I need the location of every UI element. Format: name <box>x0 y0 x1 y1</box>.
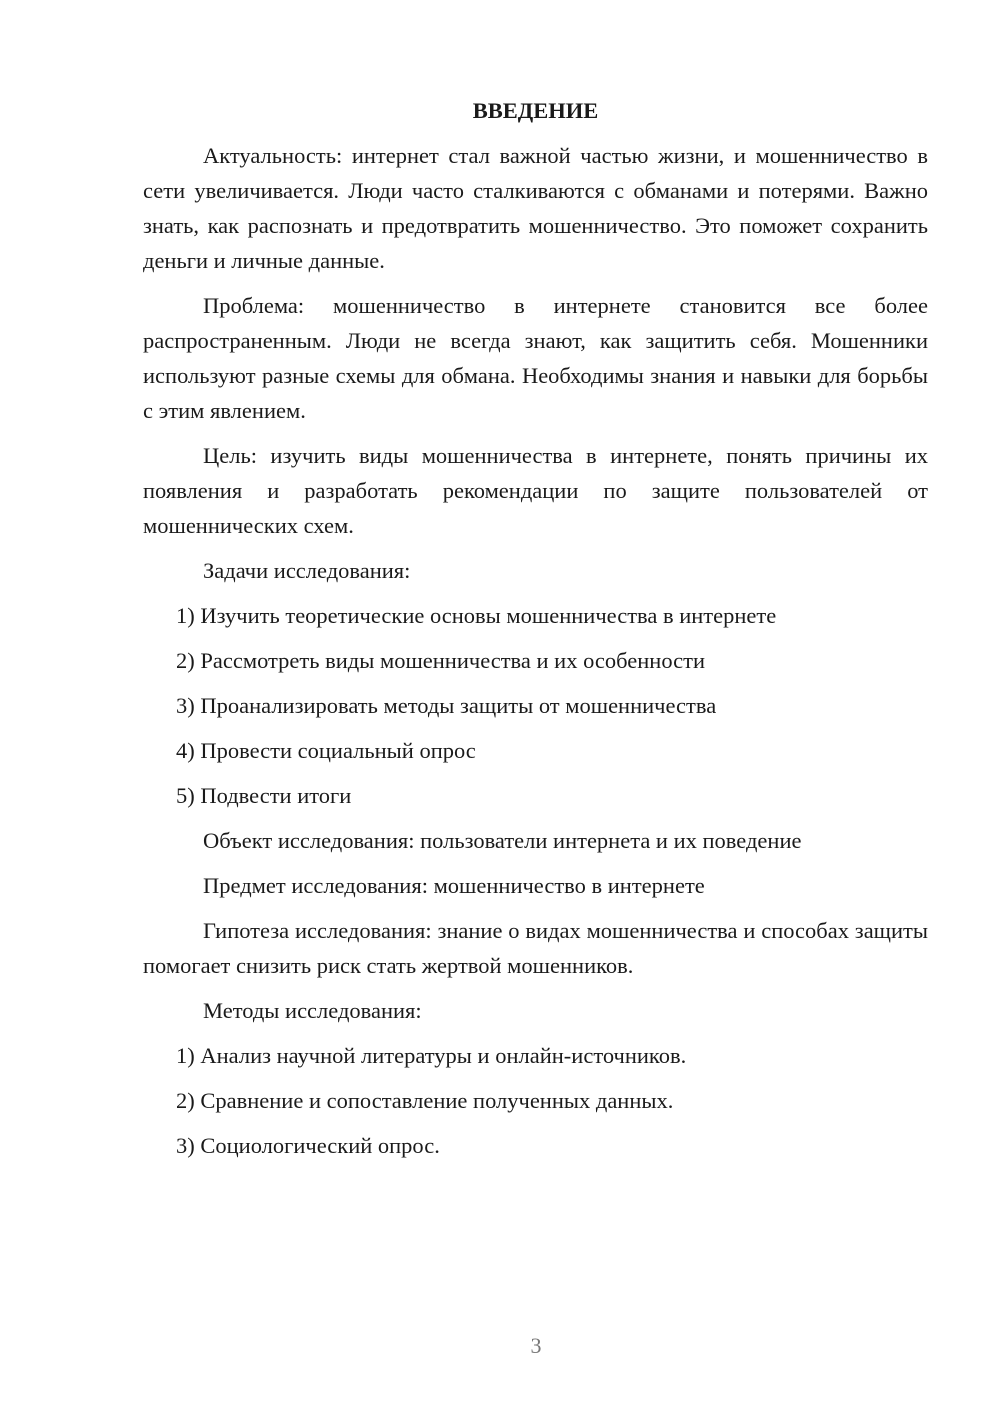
task-item: 1) Изучить теоретические основы мошенничества в интернете <box>176 603 777 628</box>
task-item: 4) Провести социальный опрос <box>176 738 476 763</box>
research-object: Объект исследования: пользователи интернета и их поведение <box>203 828 802 853</box>
method-item: 2) Сравнение и сопоставление полученных данных. <box>176 1088 674 1113</box>
page-content <box>143 93 928 1173</box>
task-item: 2) Рассмотреть виды мошенничества и их особенности <box>176 648 706 673</box>
methods-title: Методы исследования: <box>203 998 422 1023</box>
section-heading: ВВЕДЕНИЕ <box>472 98 599 123</box>
method-item: 3) Социологический опрос. <box>176 1133 440 1158</box>
relevance-paragraph: Актуальность: интернет стал важной частью жизни, и мошенничество в сети увеличивается. Люди часто сталкиваются с обманами и потерями. Важно знать, как распознать и предотвратить мошенничество. Это поможет сохранить деньги и личные данные. <box>143 143 928 273</box>
research-subject: Предмет исследования: мошенничество в интернете <box>203 873 705 898</box>
methods-list <box>143 1038 928 1163</box>
method-item: 1) Анализ научной литературы и онлайн-источников. <box>176 1043 687 1068</box>
tasks-title: Задачи исследования: <box>203 558 411 583</box>
hypothesis-paragraph: Гипотеза исследования: знание о видах мошенничества и способах защиты помогает снизить риск стать жертвой мошенников. <box>143 918 928 978</box>
tasks-list <box>143 598 928 813</box>
goal-paragraph: Цель: изучить виды мошенничества в интернете, понять причины их появления и разработать рекомендации по защите пользователей от мошеннических схем. <box>143 443 928 538</box>
task-item: 3) Проанализировать методы защиты от мошенничества <box>176 693 717 718</box>
page-number: 3 <box>530 1333 542 1358</box>
problem-paragraph: Проблема: мошенничество в интернете становится все более распространенным. Люди не всегда знают, как защитить себя. Мошенники используют разные схемы для обмана. Необходимы знания и навыки для борьбы с этим явлением. <box>143 293 928 423</box>
task-item: 5) Подвести итоги <box>176 783 352 808</box>
